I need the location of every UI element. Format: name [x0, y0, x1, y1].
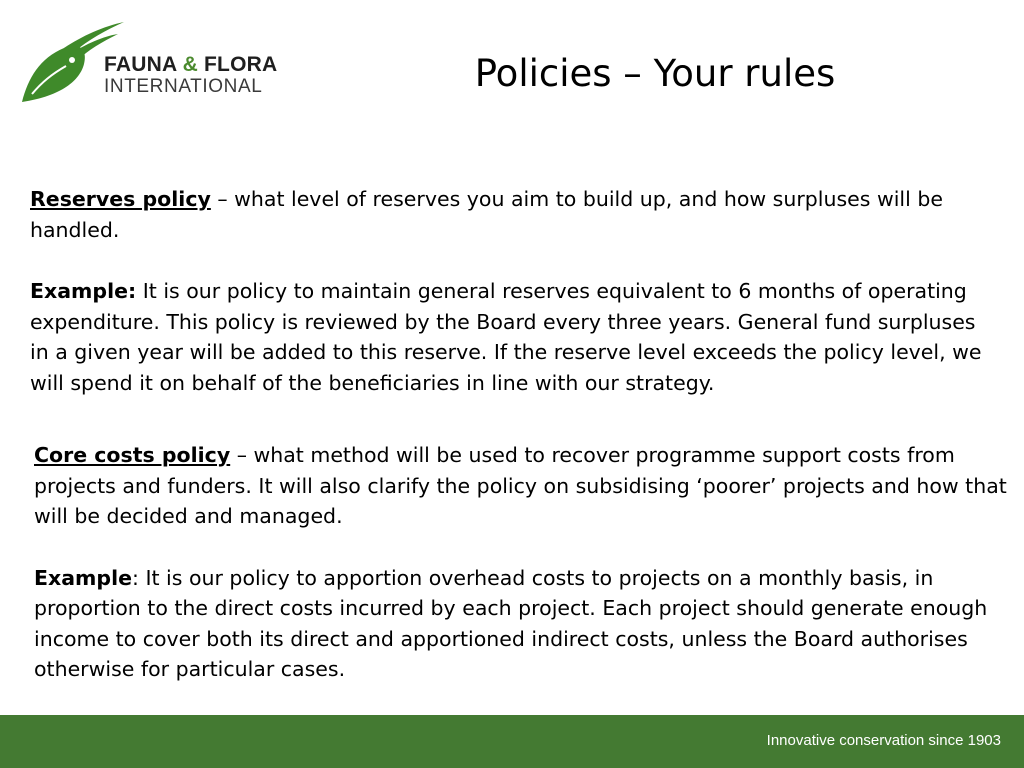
reserves-policy-heading: Reserves policy — [30, 187, 211, 211]
reserves-policy-example: Example: It is our policy to maintain general reserves equivalent to 6 months of operating expenditure. This policy is reviewed by the Board every three years. General fund surpluses in a given year will be added to this reserve. If the reserve level exceeds the policy level, we will spend it on behalf of the beneficiaries in line with our strategy. — [30, 279, 982, 395]
footer-bar — [0, 715, 1024, 768]
example-label: Example — [34, 565, 133, 590]
example-label: Example: — [30, 279, 137, 303]
logo-wordmark-top: FAUNA & FLORA — [104, 53, 278, 76]
core-costs-policy-section — [34, 440, 1014, 685]
core-costs-policy-example: Example: It is our policy to apportion overhead costs to projects on a monthly basis, in proportion to the direct costs incurred by each project. Each project should generate enough income to cover both its direct and apportioned indirect costs, unless the Board authorises otherwise for particular cases. — [34, 565, 988, 681]
logo — [18, 18, 278, 108]
footer-tagline: Innovative conservation since 1903 — [766, 732, 1001, 749]
core-costs-policy-description: Core costs policy – what method will be used to recover programme support costs from projects and funders. It will also clarify the policy on subsidising ‘poorer’ projects and how that will be decided and managed. — [34, 443, 1007, 528]
reserves-policy-description: Reserves policy – what level of reserves you aim to build up, and how surpluses will be handled. — [30, 187, 943, 242]
reserves-policy-section — [30, 184, 990, 398]
core-costs-policy-heading: Core costs policy — [34, 443, 231, 467]
page-title: Policies – Your rules — [474, 52, 836, 95]
logo-wordmark-bottom: INTERNATIONAL — [104, 76, 263, 97]
